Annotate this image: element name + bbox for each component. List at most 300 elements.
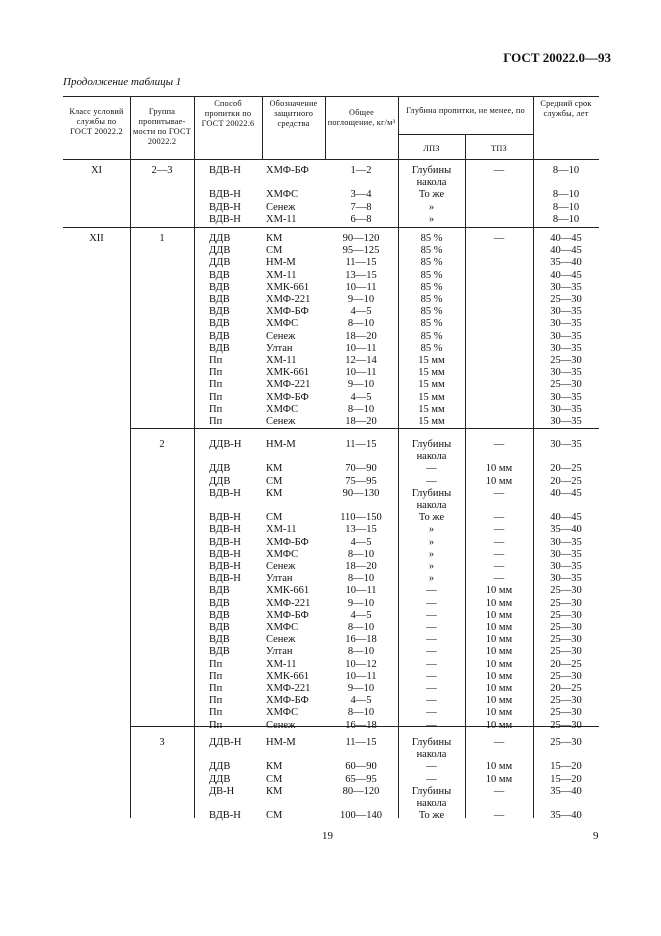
method-cell: ДДВ	[209, 463, 231, 475]
agent-cell: ХМ-11	[266, 269, 297, 281]
table-row	[63, 810, 599, 822]
retention-cell: 8—10	[347, 318, 375, 330]
retention-cell: 4—5	[350, 391, 372, 403]
life-cell: 40—45	[550, 245, 582, 257]
standard-number: ГОСТ 20022.0—93	[503, 50, 611, 65]
tpz-cell: 10 мм	[485, 773, 513, 785]
retention-cell: 10—11	[345, 281, 377, 293]
lpz-cell: —	[426, 683, 437, 694]
agent-cell: КМ	[266, 487, 283, 499]
method-cell: Пп	[209, 379, 223, 391]
agent-cell: ХМФ-221	[266, 597, 311, 609]
lpz-cell: —	[426, 670, 437, 682]
table-row	[63, 749, 599, 761]
life-cell: 8—10	[552, 213, 580, 225]
table-row	[63, 761, 599, 773]
life-cell: 30—35	[550, 561, 582, 572]
life-cell: 30—35	[550, 281, 582, 293]
table-row	[63, 610, 599, 622]
agent-cell: ХМК-661	[266, 367, 310, 379]
method-cell: ДДВ	[209, 257, 231, 269]
agent-cell: СМ	[266, 512, 283, 524]
life-cell: 25—30	[550, 634, 582, 646]
lpz-cell: »	[428, 548, 435, 560]
table-row	[63, 634, 599, 646]
retention-cell: 90—120	[342, 233, 380, 244]
table-row	[63, 622, 599, 634]
life-cell: 25—30	[550, 719, 582, 731]
life-cell: 30—35	[550, 342, 582, 354]
table-row	[63, 177, 599, 189]
life-cell: 30—35	[550, 548, 582, 560]
agent-cell: ХМФС	[266, 707, 299, 719]
retention-cell: 95—125	[342, 245, 380, 257]
lpz-cell: 15 мм	[418, 367, 445, 379]
table-row	[63, 233, 599, 245]
header-life: Средний срок службы, лет	[540, 99, 592, 118]
retention-cell: 4—5	[350, 609, 372, 621]
retention-cell: 10—12	[345, 658, 377, 670]
group-cell: 2	[159, 439, 165, 450]
tpz-cell: —	[493, 233, 505, 244]
table-row	[63, 202, 599, 214]
life-cell: 25—30	[550, 707, 582, 719]
agent-cell: Сенеж	[266, 416, 296, 427]
retention-cell: 110—150	[340, 512, 382, 524]
method-cell: ВДВ	[209, 330, 230, 342]
table-row	[63, 355, 599, 367]
agent-cell: ХМ-11	[266, 355, 297, 366]
agent-cell: КМ	[266, 785, 283, 797]
lpz-cell: —	[426, 622, 437, 633]
life-cell: 15—20	[550, 773, 582, 785]
life-cell: 30—35	[550, 330, 582, 342]
lpz-cell: То же	[418, 810, 445, 822]
lpz-cell: —	[426, 761, 437, 773]
class-cell: XII	[89, 233, 104, 244]
lpz-cell: 85 %	[420, 342, 443, 354]
retention-cell: 8—10	[347, 573, 375, 585]
tpz-cell: 10 мм	[485, 597, 513, 609]
agent-cell: ХМФ-БФ	[266, 306, 309, 318]
tpz-cell: —	[493, 524, 505, 536]
life-cell: 30—35	[550, 306, 582, 318]
lpz-cell: —	[426, 585, 437, 597]
table-row	[63, 257, 599, 269]
lpz-cell: »	[428, 524, 435, 536]
tpz-cell: —	[493, 536, 505, 548]
table-row	[63, 683, 599, 695]
table-row	[63, 598, 599, 610]
agent-cell: ХМФ-221	[266, 683, 311, 694]
life-cell: 25—30	[550, 646, 582, 658]
life-cell: 30—35	[550, 573, 582, 585]
retention-cell: 90—130	[342, 487, 380, 499]
table-row	[63, 318, 599, 330]
lpz-cell: 85 %	[420, 306, 443, 318]
agent-cell: ХМФ-БФ	[266, 391, 309, 403]
retention-cell: 8—10	[347, 707, 375, 719]
lpz-cell: 15 мм	[418, 355, 445, 366]
retention-cell: 65—95	[345, 773, 377, 785]
lpz-cell: Глубины	[411, 165, 452, 176]
tpz-cell: 10 мм	[485, 622, 513, 633]
table-row	[63, 786, 599, 798]
tpz-cell: —	[493, 810, 505, 822]
life-cell: 20—25	[550, 683, 582, 694]
lpz-cell: 85 %	[420, 281, 443, 293]
data-table	[63, 96, 599, 822]
agent-cell: Ултан	[266, 342, 293, 354]
method-cell: ВДВ-Н	[209, 165, 241, 176]
table-row	[63, 439, 599, 451]
tpz-cell: 10 мм	[485, 475, 513, 487]
life-cell: 40—45	[550, 512, 582, 524]
table-row	[63, 416, 599, 428]
header-depth: Глубина пропитки, не менее, по	[406, 106, 525, 115]
agent-cell: НМ-М	[266, 439, 296, 450]
table-row	[63, 707, 599, 719]
life-cell: 25—30	[550, 670, 582, 682]
table-row	[63, 720, 599, 732]
agent-cell: ХМФ-БФ	[266, 695, 309, 707]
life-cell: 35—40	[550, 257, 582, 269]
method-cell: Пп	[209, 391, 223, 403]
table-row	[63, 404, 599, 416]
table-row	[63, 451, 599, 463]
retention-cell: 4—5	[350, 306, 372, 318]
table-row	[63, 573, 599, 585]
table-row	[63, 189, 599, 201]
agent-cell: СМ	[266, 773, 283, 785]
table-row	[63, 585, 599, 597]
tpz-cell: 10 мм	[485, 609, 513, 621]
tpz-cell: 10 мм	[485, 463, 513, 475]
agent-cell: Ултан	[266, 573, 293, 585]
agent-cell: ХМФС	[266, 622, 299, 633]
retention-cell: 4—5	[350, 536, 372, 548]
table-top-rule	[63, 96, 599, 97]
life-cell: 40—45	[550, 269, 582, 281]
method-cell: ВДВ-Н	[209, 189, 241, 201]
tpz-cell: —	[493, 487, 505, 499]
table-row	[63, 306, 599, 318]
method-cell: ВДВ-Н	[209, 548, 241, 560]
lpz-cell: Глубины	[411, 487, 452, 499]
header-group: Группа пропитывае-мости по ГОСТ 20022.2	[133, 107, 191, 146]
retention-cell: 9—10	[347, 683, 375, 694]
life-cell: 8—10	[552, 165, 580, 176]
col-divider	[262, 96, 263, 159]
agent-cell: ХМ-11	[266, 658, 297, 670]
lpz-cell: —	[426, 658, 437, 670]
agent-cell: ХМК-661	[266, 281, 310, 293]
lpz-cell: накола	[416, 177, 447, 189]
table-row	[63, 512, 599, 524]
agent-cell: ХМК-661	[266, 585, 310, 597]
method-cell: Пп	[209, 403, 223, 415]
method-cell: Пп	[209, 355, 223, 366]
method-cell: ВДВ	[209, 585, 230, 597]
tpz-cell: 10 мм	[485, 670, 513, 682]
retention-cell: 10—11	[345, 342, 377, 354]
class-xi-separator	[63, 227, 599, 228]
agent-cell: ХМФ-БФ	[266, 165, 309, 176]
method-cell: ВДВ	[209, 269, 230, 281]
tpz-cell: 10 мм	[485, 658, 513, 670]
life-cell: 30—35	[550, 439, 582, 450]
lpz-cell: 85 %	[420, 318, 443, 330]
retention-cell: 8—10	[347, 403, 375, 415]
table-row	[63, 245, 599, 257]
life-cell: 30—35	[550, 391, 582, 403]
table-row	[63, 379, 599, 391]
life-cell: 15—20	[550, 761, 582, 773]
header-retention: Общее поглощение, кг/м³	[327, 108, 396, 127]
tpz-cell: —	[493, 561, 505, 572]
lpz-cell: То же	[418, 189, 445, 201]
retention-cell: 11—15	[345, 737, 377, 748]
lpz-cell: »	[428, 536, 435, 548]
life-cell: 20—25	[550, 463, 582, 475]
tpz-cell: —	[493, 512, 505, 524]
tpz-cell: 10 мм	[485, 761, 513, 773]
agent-cell: ХМ-11	[266, 524, 297, 536]
lpz-cell: —	[426, 707, 437, 719]
retention-cell: 6—8	[350, 213, 372, 225]
tpz-cell: —	[493, 573, 505, 585]
life-cell: 30—35	[550, 403, 582, 415]
retention-cell: 60—90	[345, 761, 377, 773]
table-continuation-caption: Продолжение таблицы 1	[63, 76, 182, 88]
retention-cell: 13—15	[345, 269, 377, 281]
retention-cell: 1—2	[350, 165, 372, 176]
table-row	[63, 214, 599, 226]
table-row	[63, 270, 599, 282]
method-cell: ВДВ	[209, 318, 230, 330]
header-lpz: ЛПЗ	[423, 144, 440, 153]
lpz-cell: 85 %	[420, 233, 443, 244]
lpz-cell: —	[426, 463, 437, 475]
retention-cell: 8—10	[347, 646, 375, 658]
lpz-cell: 15 мм	[418, 403, 445, 415]
retention-cell: 7—8	[350, 201, 372, 213]
method-cell: ДДВ	[209, 233, 231, 244]
lpz-cell: 85 %	[420, 257, 443, 269]
agent-cell: ХМФС	[266, 548, 299, 560]
lpz-cell: 85 %	[420, 269, 443, 281]
agent-cell: ХМФ-221	[266, 379, 311, 391]
agent-cell: КМ	[266, 233, 283, 244]
lpz-cell: 85 %	[420, 245, 443, 257]
method-cell: Пп	[209, 707, 223, 719]
table-row	[63, 774, 599, 786]
lpz-cell: накола	[416, 451, 447, 463]
life-cell: 40—45	[550, 233, 582, 244]
retention-cell: 10—11	[345, 367, 377, 379]
life-cell: 30—35	[550, 318, 582, 330]
method-cell: ВДВ	[209, 634, 230, 646]
agent-cell: ХМК-661	[266, 670, 310, 682]
agent-cell: Ултан	[266, 646, 293, 658]
method-cell: ВДВ	[209, 622, 230, 633]
life-cell: 25—30	[550, 597, 582, 609]
method-cell: ВДВ-Н	[209, 561, 241, 572]
lpz-cell: »	[428, 573, 435, 585]
tpz-cell: 10 мм	[485, 585, 513, 597]
agent-cell: ХМ-11	[266, 213, 297, 225]
retention-cell: 8—10	[347, 548, 375, 560]
header-method: Способ пропитки по ГОСТ 20022.6	[201, 99, 255, 128]
method-cell: ВДВ	[209, 646, 230, 658]
agent-cell: КМ	[266, 463, 283, 475]
retention-cell: 8—10	[347, 622, 375, 633]
method-cell: ДДВ	[209, 475, 231, 487]
method-cell: ВДВ	[209, 597, 230, 609]
table-row	[63, 524, 599, 536]
lpz-cell: —	[426, 634, 437, 646]
retention-cell: 70—90	[345, 463, 377, 475]
group-cell: 2—3	[151, 165, 173, 176]
lpz-cell: »	[428, 213, 435, 225]
lpz-cell: То же	[418, 512, 445, 524]
retention-cell: 18—20	[345, 561, 377, 572]
tpz-cell: —	[493, 785, 505, 797]
class-cell: XI	[90, 165, 103, 176]
method-cell: ВДВ-Н	[209, 810, 241, 822]
method-cell: ВДВ-Н	[209, 524, 241, 536]
table-row	[63, 798, 599, 810]
method-cell: ВДВ-Н	[209, 512, 241, 524]
agent-cell: НМ-М	[266, 257, 296, 269]
retention-cell: 11—15	[345, 439, 377, 450]
lpz-cell: —	[426, 609, 437, 621]
page-number-center: 19	[322, 830, 333, 842]
retention-cell: 18—20	[345, 416, 377, 427]
lpz-cell: »	[428, 561, 435, 572]
table-row	[63, 500, 599, 512]
method-cell: Пп	[209, 683, 223, 694]
table-row	[63, 695, 599, 707]
agent-cell: Сенеж	[266, 561, 296, 572]
table-row	[63, 367, 599, 379]
header-bottom-rule	[63, 159, 599, 160]
agent-cell: СМ	[266, 475, 283, 487]
lpz-cell: —	[426, 773, 437, 785]
retention-cell: 13—15	[345, 524, 377, 536]
life-cell: 8—10	[552, 201, 580, 213]
method-cell: ДДВ	[209, 245, 231, 257]
lpz-cell: 15 мм	[418, 416, 445, 427]
tpz-cell: —	[493, 439, 505, 450]
method-cell: ВДВ-Н	[209, 213, 241, 225]
method-cell: ВДВ	[209, 609, 230, 621]
lpz-cell: накола	[416, 749, 447, 761]
header-agent: Обозначение защитного средства	[269, 99, 318, 128]
lpz-cell: Глубины	[411, 439, 452, 450]
life-cell: 25—30	[550, 355, 582, 366]
life-cell: 25—30	[550, 695, 582, 707]
table-row	[63, 165, 599, 177]
method-cell: ВДВ-Н	[209, 573, 241, 585]
retention-cell: 100—140	[340, 810, 382, 822]
retention-cell: 80—120	[342, 785, 380, 797]
page-number-right: 9	[593, 830, 599, 842]
agent-cell: НМ-М	[266, 737, 296, 748]
life-cell: 35—40	[550, 524, 582, 536]
retention-cell: 10—11	[345, 585, 377, 597]
retention-cell: 16—18	[345, 719, 377, 731]
method-cell: Пп	[209, 367, 223, 379]
agent-cell: КМ	[266, 761, 283, 773]
life-cell: 25—30	[550, 622, 582, 633]
agent-cell: Сенеж	[266, 201, 296, 213]
lpz-cell: —	[426, 695, 437, 707]
col-divider	[325, 96, 326, 159]
method-cell: ВДВ-Н	[209, 536, 241, 548]
lpz-cell: Глубины	[411, 737, 452, 748]
lpz-cell: »	[428, 201, 435, 213]
table-row	[63, 343, 599, 355]
lpz-cell: —	[426, 597, 437, 609]
lpz-cell: накола	[416, 500, 447, 511]
tpz-cell: 10 мм	[485, 719, 513, 731]
life-cell: 30—35	[550, 416, 582, 427]
lpz-cell: 85 %	[420, 294, 443, 305]
tpz-cell: —	[493, 737, 505, 748]
lpz-cell: Глубины	[411, 785, 452, 797]
retention-cell: 11—15	[345, 257, 377, 269]
agent-cell: ХМФ-221	[266, 294, 311, 305]
retention-cell: 75—95	[345, 475, 377, 487]
retention-cell: 9—10	[347, 294, 375, 305]
table-row	[63, 476, 599, 488]
tpz-cell: —	[493, 548, 505, 560]
retention-cell: 9—10	[347, 379, 375, 391]
tpz-cell: 10 мм	[485, 683, 513, 694]
lpz-cell: накола	[416, 798, 447, 809]
method-cell: ДДВ	[209, 773, 231, 785]
agent-cell: СМ	[266, 810, 283, 822]
tpz-cell: 10 мм	[485, 707, 513, 719]
tpz-cell: 10 мм	[485, 646, 513, 658]
table-row	[63, 659, 599, 671]
life-cell: 30—35	[550, 536, 582, 548]
method-cell: Пп	[209, 695, 223, 707]
life-cell: 25—30	[550, 294, 582, 305]
table-row	[63, 463, 599, 475]
group-cell: 3	[159, 737, 165, 748]
table-row	[63, 671, 599, 683]
group-cell: 1	[159, 233, 165, 244]
agent-cell: ХМФ-БФ	[266, 609, 309, 621]
header-class: Класс условий службы по ГОСТ 20022.2	[69, 107, 124, 136]
retention-cell: 10—11	[345, 670, 377, 682]
life-cell: 35—40	[550, 810, 582, 822]
table-row	[63, 549, 599, 561]
agent-cell: СМ	[266, 245, 283, 257]
life-cell: 25—30	[550, 609, 582, 621]
method-cell: Пп	[209, 658, 223, 670]
life-cell: 30—35	[550, 367, 582, 379]
method-cell: ДДВ	[209, 761, 231, 773]
life-cell: 20—25	[550, 475, 582, 487]
table-row	[63, 331, 599, 343]
header-tpz: ТПЗ	[491, 144, 507, 153]
life-cell: 40—45	[550, 487, 582, 499]
lpz-cell: —	[426, 475, 437, 487]
agent-cell: Сенеж	[266, 330, 296, 342]
